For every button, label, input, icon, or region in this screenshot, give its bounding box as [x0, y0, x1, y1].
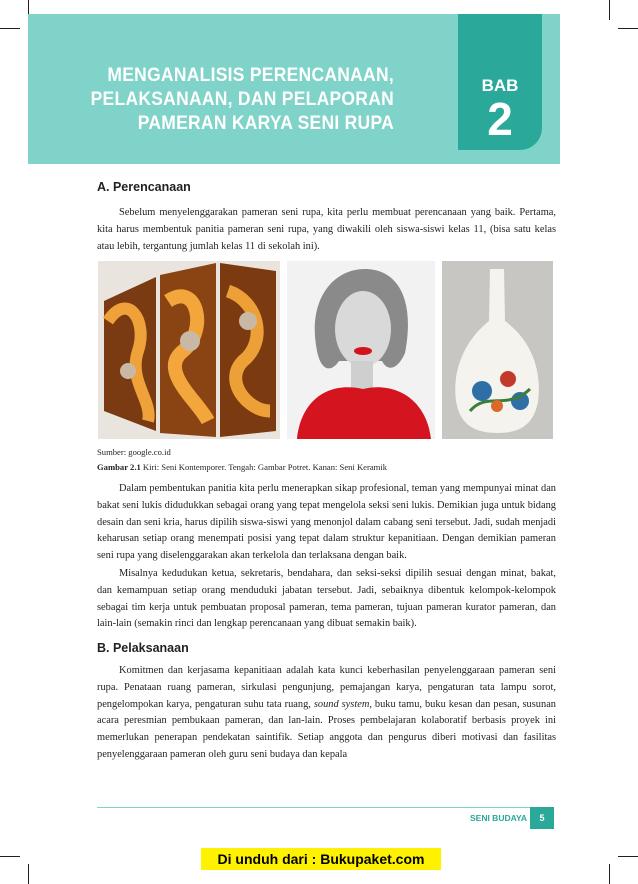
crop-mark: [0, 856, 20, 857]
chapter-title-line: PAMERAN KARYA SENI RUPA: [137, 113, 394, 134]
figure-caption: [97, 462, 387, 472]
paragraph-text: , buku tamu, buku kesan dan pesan, susunan acara peresmian pembukaan pameran, dan lan-lain. Proses pembelajaran kolaboratif berbasis proyek ini memerlukan penerapan pendekatan saintifik. Setiap anggota dan pengurus diberi motivasi dan fasilitas penyelenggaraan pameran oleh guru seni budaya dan kepala: [97, 698, 556, 760]
section-heading-a: A. Perencanaan: [97, 180, 191, 194]
chapter-title-line: PELAKSANAAN, DAN PELAPORAN: [90, 89, 394, 110]
figure-caption-text: Kiri: Seni Kontemporer. Tengah: Gambar Potret. Kanan: Seni Keramik: [140, 462, 388, 472]
crop-mark: [0, 28, 20, 29]
paragraph: Dalam pembentukan panitia kita perlu menerapkan sikap profesional, teman yang mempunyai minat dan bakat seni lukis didudukkan sebagai orang yang tepat mengelola seksi seni lukis. Demikian juga untuk bidang desain dan seni kria, harus dipilih siswa-siswi yang menonjol dalam cabang seni tersebut. Jadi, sudah menjadi keharusan setiap orang menempati posisi yang tepat dalam struktur kepanitiaan. Dengan demikian pameran seni rupa yang diselenggarakan akan terkelola dan terlaksana dengan baik.: [97, 483, 556, 562]
contemporary-art-image: [98, 261, 280, 439]
crop-mark: [618, 856, 638, 857]
crop-mark: [609, 864, 610, 884]
image-source: Sumber: google.co.id: [97, 447, 171, 457]
chapter-number: 2: [487, 93, 513, 145]
crop-mark: [618, 28, 638, 29]
section-heading-b: B. Pelaksanaan: [97, 641, 189, 655]
chapter-title: [68, 64, 394, 136]
chapter-title-line: MENGANALISIS PERENCANAAN,: [107, 65, 394, 86]
chapter-label: BAB: [481, 76, 519, 95]
download-banner: Di unduh dari : Bukupaket.com: [201, 848, 441, 870]
footer-rule: [97, 807, 530, 808]
figure-caption-label: Gambar 2.1: [97, 462, 141, 472]
ceramic-vase-image: [442, 261, 553, 439]
paragraph: Sebelum menyelenggarakan pameran seni rupa, kita perlu membuat perencanaan yang baik. Pertama, kita harus membentuk panitia pameran seni rupa, yang diwakili oleh siswa-siswi kelas 11, (bisa satu kelas atau lebih, tergantung jumlah kelas 11 di sekolah ini).: [97, 207, 556, 252]
crop-mark: [28, 864, 29, 884]
chapter-number-box: [458, 14, 542, 150]
paragraph-italic-term: sound system: [313, 698, 370, 710]
paragraph-text: Komitmen dan kerjasama kepanitiaan adalah kata kunci keberhasilan penyelenggaraan pameran seni rupa. Penataan ruang pameran, sirkulasi pengunjung, pemajangan karya, pengaturan tata lampu sorot, pengelompokan karya, pengaturan suhu tata ruang,: [97, 665, 556, 710]
crop-mark: [609, 0, 610, 20]
page-number: 5: [530, 807, 554, 829]
portrait-drawing-image: [287, 261, 435, 439]
paragraph: [97, 663, 556, 764]
paragraph: Misalnya kedudukan ketua, sekretaris, bendahara, dan seksi-seksi dipilih sesuai dengan minat, bakat, dan kemampuan setiap orang menduduki jabatan tersebut. Jadi, sebaiknya dibentuk kelompok-kelompok sebagai tim kerja untuk pembuatan proposal pameran, tema pameran, tujuan pameran kurator pameran, dan lain-lain (semakin rinci dan lengkap perencanaan yang dibuat semakin baik).: [97, 568, 556, 630]
footer-book-title: SENI BUDAYA: [469, 813, 527, 823]
